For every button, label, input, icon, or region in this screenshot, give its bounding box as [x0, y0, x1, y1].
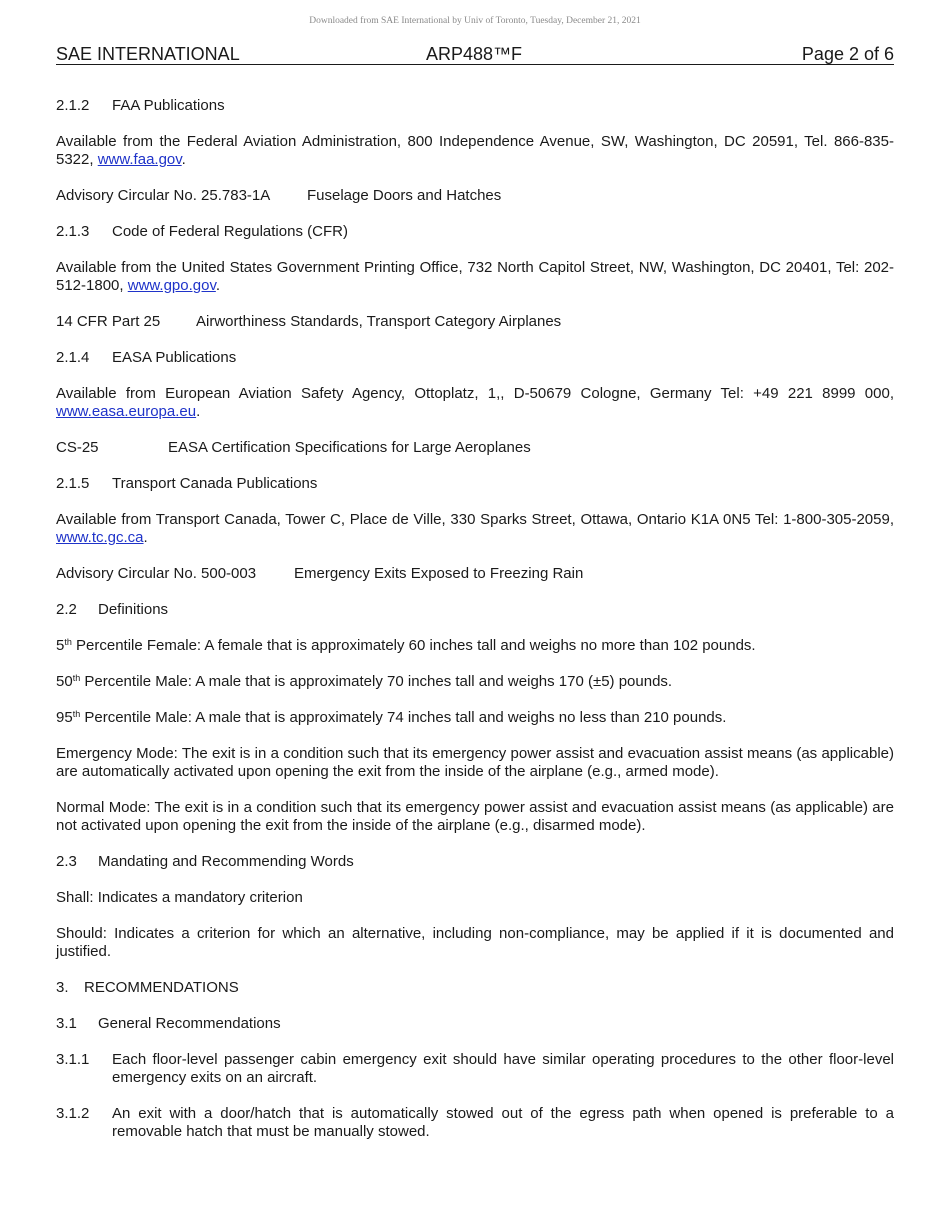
section-heading-2-2	[56, 601, 894, 619]
reference-id: Advisory Circular No. 500-003	[56, 565, 257, 582]
definition-emergency-mode: Emergency Mode: The exit is in a condition such that its emergency power assist and evacuation assist means (as applicable) are automatically activated upon opening the exit from the inside of the airplane (e.g., armed mode).	[56, 745, 894, 780]
section-number: 2.1.2	[56, 97, 90, 114]
section-number: 2.1.3	[56, 223, 90, 240]
ordinal-suffix: th	[72, 709, 81, 719]
reference-entry-easa	[56, 439, 894, 457]
section-title: General Recommendations	[98, 1015, 281, 1032]
reference-title: Fuselage Doors and Hatches	[307, 187, 502, 204]
section-number: 2.1.4	[56, 349, 90, 366]
paragraph-text: An exit with a door/hatch that is automatically stowed out of the egress path when opened is preferable to a removable hatch that must be manually stowed.	[112, 1105, 894, 1140]
definition-95th-percentile-male	[56, 709, 894, 727]
document-body	[56, 97, 894, 1159]
section-number: 2.3	[56, 853, 77, 870]
reference-title: EASA Certification Specifications for Large Aeroplanes	[168, 439, 531, 456]
section-number: 2.1.5	[56, 475, 90, 492]
download-watermark: Downloaded from SAE International by Univ of Toronto, Tuesday, December 21, 2021	[309, 16, 641, 26]
availability-text: Available from the United States Government Printing Office, 732 North Capitol Street, NW, Washington, DC 20401, Tel: 202-512-1800,	[56, 259, 894, 294]
section-title: Mandating and Recommending Words	[98, 853, 354, 870]
numbered-paragraph-3-1-2	[56, 1105, 894, 1141]
tc-website-link[interactable]: www.tc.gc.ca	[56, 529, 144, 546]
header-organization: SAE INTERNATIONAL	[56, 44, 240, 64]
paragraph-number: 3.1.2	[56, 1105, 90, 1122]
ordinal-suffix: th	[72, 673, 81, 683]
section-title: Code of Federal Regulations (CFR)	[112, 223, 348, 240]
paragraph-text: Each floor-level passenger cabin emergency exit should have similar operating procedures to the other floor-level emergency exits on an aircraft.	[112, 1051, 894, 1086]
section-title: Definitions	[98, 601, 169, 618]
section-number: 2.2	[56, 601, 77, 618]
section-number: 3.1	[56, 1015, 77, 1032]
definition-text: Percentile Female: A female that is approximately 60 inches tall and weighs no more than 102 pounds.	[71, 637, 756, 654]
section-heading-2-1-5	[56, 475, 894, 493]
reference-id: Advisory Circular No. 25.783-1A	[56, 187, 271, 204]
reference-id: CS-25	[56, 439, 99, 456]
percentile-number: 95	[56, 709, 73, 726]
availability-paragraph-faa: Available from the Federal Aviation Administration, 800 Independence Avenue, SW, Washington, DC 20591, Tel. 866-835-5322, www.faa.gov.	[56, 133, 894, 168]
percentile-number: 50	[56, 673, 73, 690]
availability-paragraph-tc: Available from Transport Canada, Tower C, Place de Ville, 330 Sparks Street, Ottawa, Ontario K1A 0N5 Tel: 1-800-305-2059, www.tc.gc.ca.	[56, 511, 894, 546]
easa-website-link[interactable]: www.easa.europa.eu	[56, 403, 197, 420]
section-heading-3	[56, 979, 894, 997]
section-heading-2-1-3	[56, 223, 894, 241]
definition-5th-percentile-female	[56, 637, 894, 655]
availability-paragraph-easa: Available from European Aviation Safety Agency, Ottoplatz, 1,, D-50679 Cologne, Germany Tel: +49 221 8999 000, www.easa.europa.eu.	[56, 385, 894, 420]
availability-text: Available from European Aviation Safety Agency, Ottoplatz, 1,, D-50679 Cologne, Germany Tel: +49 221 8999 000,	[56, 385, 894, 402]
reference-id: 14 CFR Part 25	[56, 313, 161, 330]
definition-shall: Shall: Indicates a mandatory criterion	[56, 889, 303, 906]
percentile-number: 5	[56, 637, 65, 654]
definition-should: Should: Indicates a criterion for which an alternative, including non-compliance, may be applied if it is documented and justified.	[56, 925, 894, 960]
reference-entry-tc	[56, 565, 894, 583]
section-title: FAA Publications	[112, 97, 225, 114]
section-heading-3-1	[56, 1015, 894, 1033]
definition-text: Percentile Male: A male that is approximately 74 inches tall and weighs no less than 210 pounds.	[80, 709, 727, 726]
section-heading-2-3	[56, 853, 894, 871]
section-title: EASA Publications	[112, 349, 237, 366]
reference-title: Emergency Exits Exposed to Freezing Rain	[294, 565, 584, 582]
page-header	[56, 44, 894, 65]
faa-website-link[interactable]: www.faa.gov	[97, 151, 182, 168]
availability-text: Available from Transport Canada, Tower C, Place de Ville, 330 Sparks Street, Ottawa, Ontario K1A 0N5 Tel: 1-800-305-2059,	[56, 511, 894, 528]
definition-50th-percentile-male	[56, 673, 894, 691]
section-heading-2-1-4	[56, 349, 894, 367]
ordinal-suffix: th	[64, 637, 72, 647]
header-page-number: Page 2 of 6	[801, 44, 894, 64]
numbered-paragraph-3-1-1	[56, 1051, 894, 1087]
section-heading-2-1-2	[56, 97, 894, 115]
paragraph-number: 3.1.1	[56, 1051, 90, 1068]
section-title: RECOMMENDATIONS	[84, 979, 239, 996]
availability-text: Available from the Federal Aviation Administration, 800 Independence Avenue, SW, Washington, DC 20591, Tel. 866-835-5322,	[56, 133, 894, 168]
definition-text: Percentile Male: A male that is approximately 70 inches tall and weighs 170 (±5) pounds.	[80, 673, 673, 690]
availability-paragraph-cfr: Available from the United States Government Printing Office, 732 North Capitol Street, NW, Washington, DC 20401, Tel: 202-512-1800, www.gpo.gov.	[56, 259, 894, 294]
section-number: 3.	[56, 979, 69, 996]
section-title: Transport Canada Publications	[112, 475, 318, 492]
header-document-id: ARP488™F	[426, 44, 523, 64]
definition-normal-mode: Normal Mode: The exit is in a condition such that its emergency power assist and evacuation assist means (as applicable) are not activated upon opening the exit from the inside of the airplane (e.g., disarmed mode).	[56, 799, 894, 834]
gpo-website-link[interactable]: www.gpo.gov	[127, 277, 216, 294]
reference-entry-faa	[56, 187, 894, 205]
reference-title: Airworthiness Standards, Transport Category Airplanes	[196, 313, 562, 330]
reference-entry-cfr	[56, 313, 894, 331]
